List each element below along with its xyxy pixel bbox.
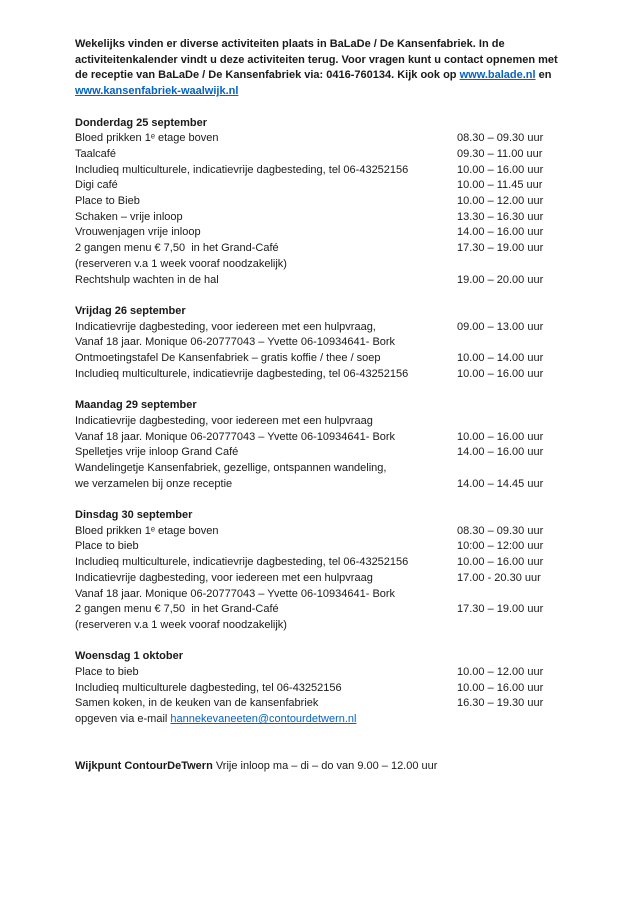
activity-text: Indicatievrije dagbesteding, voor iedereen met een hulpvraag,: [75, 320, 376, 333]
activity-row: [75, 257, 582, 273]
day-heading: Maandag 29 september: [75, 399, 197, 412]
activity-time: 19.00 – 20.00 uur: [457, 273, 544, 286]
activity-text: Place to bieb: [75, 666, 139, 679]
activity-row: [75, 194, 582, 210]
activity-text: Includieq multiculturele, indicatievrije dagbesteding, tel 06-43252156: [75, 163, 409, 176]
activity-row: [75, 320, 582, 336]
activity-cell: [75, 225, 457, 241]
day-section: [75, 304, 582, 383]
day-section: [75, 116, 582, 289]
activity-row: [75, 178, 582, 194]
activity-text: Place to bieb: [75, 540, 139, 553]
activity-text: Taalcafé: [75, 147, 116, 160]
activity-text: Includieq multiculturele, indicatievrije dagbesteding, tel 06-43252156: [75, 556, 409, 569]
activity-cell: [75, 712, 457, 728]
activity-time: 14.00 – 14.45 uur: [457, 477, 544, 490]
activity-text: opgeven via e-mail: [75, 713, 171, 726]
wijkpunt-title: Wijkpunt ContourDeTwern: [75, 760, 213, 773]
activity-time: 09.30 – 11.00 uur: [457, 147, 543, 160]
activity-cell: [75, 273, 457, 289]
activity-cell: [75, 320, 457, 336]
activity-cell: [75, 477, 457, 493]
activity-text: we verzamelen bij onze receptie: [75, 477, 233, 490]
activity-text: Wandelingetje Kansenfabriek, gezellige, ontspannen wandeling,: [75, 461, 387, 474]
activity-cell: [75, 163, 457, 179]
activity-cell: [75, 696, 457, 712]
activity-row: [75, 131, 582, 147]
activity-cell: [75, 241, 457, 257]
activity-time: 08.30 – 09.30 uur: [457, 524, 544, 537]
activity-row: [75, 602, 582, 618]
activity-cell: [75, 367, 457, 383]
activity-cell: [75, 618, 457, 634]
balade-link[interactable]: www.balade.nl: [459, 69, 536, 82]
schedule-sections: [75, 116, 582, 728]
activity-time: 09.00 – 13.00 uur: [457, 320, 544, 333]
activity-time: 10.00 – 11.45 uur: [457, 179, 543, 192]
activity-text: 2 gangen menu € 7,50 in het Grand-Café: [75, 242, 279, 255]
activity-time: 10.00 – 12.00 uur: [457, 195, 544, 208]
activity-row: [75, 524, 582, 540]
activity-time: 17.00 - 20.30 uur: [457, 571, 541, 584]
activity-cell: [75, 555, 457, 571]
day-heading: Vrijdag 26 september: [75, 304, 186, 317]
day-rows: [75, 665, 582, 728]
activity-time: 16.30 – 19.30 uur: [457, 697, 544, 710]
activity-row: [75, 587, 582, 603]
activity-row: [75, 351, 582, 367]
activity-cell: [75, 194, 457, 210]
day-section: [75, 649, 582, 728]
activity-row: [75, 665, 582, 681]
day-rows: [75, 131, 582, 288]
kansenfabriek-waalwijk-link[interactable]: www.kansenfabriek-waalwijk.nl: [75, 85, 239, 98]
activity-row: [75, 367, 582, 383]
activity-cell: [75, 210, 457, 226]
day-rows: [75, 320, 582, 383]
activity-text: Ontmoetingstafel De Kansenfabriek – gratis koffie / thee / soep: [75, 352, 381, 365]
activity-cell: [75, 445, 457, 461]
day-heading: Woensdag 1 oktober: [75, 650, 183, 663]
activity-cell: [75, 147, 457, 163]
activity-cell: [75, 131, 457, 147]
activity-cell: [75, 461, 457, 477]
activity-text: Place to Bieb: [75, 195, 140, 208]
activity-row: [75, 712, 582, 728]
activity-row: [75, 414, 582, 430]
intro-separator: en: [538, 69, 552, 82]
activity-row: [75, 430, 582, 446]
activity-time: 08.30 – 09.30 uur: [457, 132, 544, 145]
activity-cell: [75, 602, 457, 618]
activity-text: Vanaf 18 jaar. Monique 06-20777043 – Yvette 06-10934641- Bork: [75, 587, 396, 600]
activity-time: 10.00 – 12.00 uur: [457, 666, 544, 679]
activity-text: Indicatievrije dagbesteding, voor iedereen met een hulpvraag: [75, 571, 373, 584]
activity-text: Rechtshulp wachten in de hal: [75, 273, 219, 286]
activity-cell: [75, 539, 457, 555]
activity-text: Bloed prikken 1ᵉ etage boven: [75, 524, 219, 537]
activity-row: [75, 225, 582, 241]
activity-row: [75, 555, 582, 571]
activity-text: 2 gangen menu € 7,50 in het Grand-Café: [75, 603, 279, 616]
activity-cell: [75, 681, 457, 697]
intro-text: Wekelijks vinden er diverse activiteiten plaats in BaLaDe / De Kansenfabriek. In de activiteitenkalender vindt u deze activiteiten terug. Voor vragen kunt u contact opnemen met de receptie van BaLaDe / De Kansenfabriek via: 0416-760134. Kijk ook op: [75, 38, 558, 82]
activity-time: 13.30 – 16.30 uur: [457, 210, 544, 223]
day-section: [75, 508, 582, 634]
activity-text: Includieq multiculturele dagbesteding, tel 06-43252156: [75, 681, 342, 694]
activity-row: [75, 241, 582, 257]
activity-text: Includieq multiculturele, indicatievrije dagbesteding, tel 06-43252156: [75, 367, 409, 380]
activity-text: (reserveren v.a 1 week vooraf noodzakelijk): [75, 257, 287, 270]
activity-time: 17.30 – 19.00 uur: [457, 603, 544, 616]
activity-cell: [75, 430, 457, 446]
activity-row: [75, 273, 582, 289]
activity-row: [75, 477, 582, 493]
activity-text: (reserveren v.a 1 week vooraf noodzakelijk): [75, 618, 287, 631]
activity-text: Digi café: [75, 179, 118, 192]
activity-cell: [75, 335, 457, 351]
activity-cell: [75, 257, 457, 273]
activity-row: [75, 618, 582, 634]
activity-cell: [75, 587, 457, 603]
day-heading: Dinsdag 30 september: [75, 509, 193, 522]
activity-cell: [75, 571, 457, 587]
activity-text: Bloed prikken 1ᵉ etage boven: [75, 132, 219, 145]
activity-email-link[interactable]: hannekevaneeten@contourdetwern.nl: [170, 713, 357, 726]
activity-cell: [75, 351, 457, 367]
activity-text: Vanaf 18 jaar. Monique 06-20777043 – Yvette 06-10934641- Bork: [75, 336, 396, 349]
activity-row: [75, 696, 582, 712]
activity-text: Indicatievrije dagbesteding, voor iedereen met een hulpvraag: [75, 414, 373, 427]
activity-cell: [75, 178, 457, 194]
intro-paragraph: [75, 37, 559, 100]
activity-cell: [75, 414, 457, 430]
activity-time: 10.00 – 16.00 uur: [457, 681, 544, 694]
day-rows: [75, 524, 582, 634]
activity-row: [75, 445, 582, 461]
activity-text: Vanaf 18 jaar. Monique 06-20777043 – Yvette 06-10934641- Bork: [75, 430, 396, 443]
day-rows: [75, 414, 582, 493]
wijkpunt-line: [75, 759, 582, 775]
activity-cell: [75, 665, 457, 681]
activity-row: [75, 681, 582, 697]
activity-text: Schaken – vrije inloop: [75, 210, 183, 223]
activity-time: 10.00 – 14.00 uur: [457, 352, 544, 365]
activity-text: Samen koken, in de keuken van de kansenfabriek: [75, 697, 319, 710]
activity-row: [75, 147, 582, 163]
activity-row: [75, 210, 582, 226]
activity-row: [75, 571, 582, 587]
activity-row: [75, 163, 582, 179]
activity-text: Spelletjes vrije inloop Grand Café: [75, 446, 239, 459]
activity-time: 17.30 – 19.00 uur: [457, 242, 544, 255]
activity-cell: [75, 524, 457, 540]
wijkpunt-text: Vrije inloop ma – di – do van 9.00 – 12.00 uur: [215, 760, 438, 773]
activity-row: [75, 335, 582, 351]
activity-time: 10.00 – 16.00 uur: [457, 430, 544, 443]
activity-time: 10.00 – 16.00 uur: [457, 367, 544, 380]
activity-time: 10.00 – 16.00 uur: [457, 556, 544, 569]
activity-time: 14.00 – 16.00 uur: [457, 446, 544, 459]
activity-row: [75, 539, 582, 555]
activity-time: 14.00 – 16.00 uur: [457, 226, 544, 239]
activity-time: 10:00 – 12:00 uur: [457, 540, 544, 553]
day-heading: Donderdag 25 september: [75, 116, 208, 129]
activity-text: Vrouwenjagen vrije inloop: [75, 226, 201, 239]
activity-row: [75, 461, 582, 477]
activity-time: 10.00 – 16.00 uur: [457, 163, 544, 176]
day-section: [75, 398, 582, 492]
